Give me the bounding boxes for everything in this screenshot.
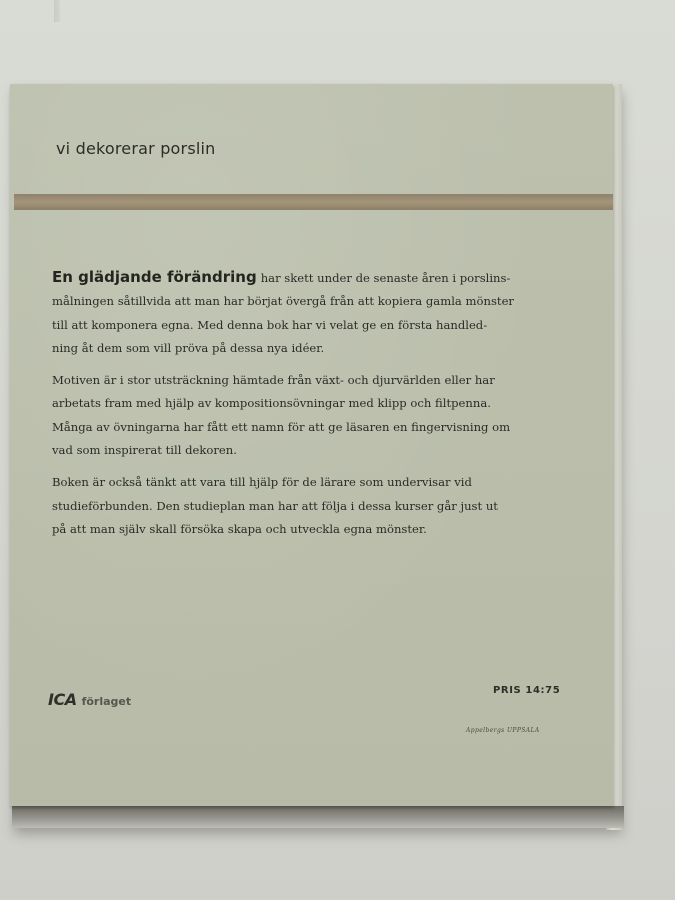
wall-mark <box>54 0 60 22</box>
blurb-paragraph-3 <box>52 471 552 541</box>
blurb-line: vad som inspirerat till dekoren. <box>52 443 237 458</box>
blurb-line: arbetats fram med hjälp av kompositionsövningar med klipp och filtpenna. <box>52 396 491 411</box>
book-title: vi dekorerar porslin <box>56 139 216 158</box>
decorative-band <box>14 194 613 210</box>
book-bottom-edge <box>12 806 624 828</box>
publisher-logo <box>48 690 131 709</box>
blurb-line: Boken är också tänkt att vara till hjälp för de lärare som undervisar vid <box>52 475 472 490</box>
blurb-line: Motiven är i stor utsträckning hämtade från växt- och djurvärlden eller har <box>52 373 495 388</box>
blurb-line: Många av övningarna har fått ett namn för att ge läsaren en fingervisning om <box>52 419 511 434</box>
blurb-line: studieförbunden. Den studieplan man har att följa i dessa kurser går just ut <box>52 498 498 513</box>
blurb-lead: En glädjande förändring <box>52 268 257 286</box>
blurb-line: på att man själv skall försöka skapa och utveckla egna mönster. <box>52 521 427 536</box>
blurb-line: till att komponera egna. Med denna bok har vi velat ge en första handled- <box>52 317 488 332</box>
blurb-line: målningen såtillvida att man har börjat övergå från att kopiera gamla mönster <box>52 294 514 309</box>
blurb-paragraph-1 <box>52 266 552 360</box>
publisher-word: förlaget <box>81 695 132 708</box>
blurb-text <box>52 266 552 550</box>
price-label: PRIS 14:75 <box>493 685 561 696</box>
blurb-line <box>52 266 552 290</box>
printer-imprint: Appelbergs UPPSALA <box>466 727 540 734</box>
blurb-line-text: har skett under de senaste åren i porslins- <box>260 271 511 285</box>
blurb-line: ning åt dem som vill pröva på dessa nya idéer. <box>52 340 325 355</box>
ica-logo: ICA <box>48 690 77 709</box>
blurb-paragraph-2 <box>52 369 552 462</box>
